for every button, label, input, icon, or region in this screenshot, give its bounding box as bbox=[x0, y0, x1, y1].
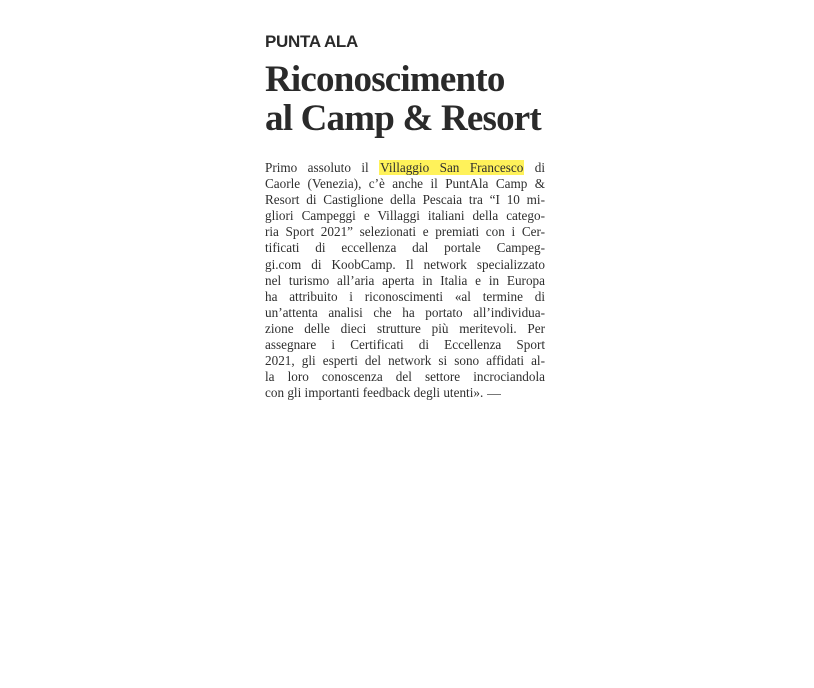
body-line: zione delle dieci strutture più meritevoli. Per bbox=[265, 320, 545, 336]
end-of-article-mark bbox=[487, 394, 501, 395]
body-line: 2021, gli esperti del network si sono affidati al- bbox=[265, 353, 545, 369]
body-line: assegnare i Certificati di Eccellenza Sport bbox=[265, 337, 545, 353]
article-body bbox=[265, 160, 545, 401]
highlighted-text: Villaggio San Francesco bbox=[380, 160, 524, 175]
body-line: Resort di Castiglione della Pescaia tra “I 10 mi- bbox=[265, 192, 545, 208]
body-text: con gli importanti feedback degli utenti». bbox=[265, 385, 484, 401]
article-kicker: PUNTA ALA bbox=[265, 32, 358, 51]
body-text: di bbox=[524, 160, 545, 175]
body-line: nel turismo all’aria aperta in Italia e in Europa bbox=[265, 272, 545, 288]
headline-line-1: Riconoscimento bbox=[265, 59, 505, 100]
body-line: gliori Campeggi e Villaggi italiani della catego- bbox=[265, 208, 545, 224]
article-headline bbox=[265, 60, 545, 138]
body-line bbox=[265, 385, 545, 401]
body-text: Primo assoluto il bbox=[265, 160, 380, 175]
body-line: tificati di eccellenza dal portale Campeg- bbox=[265, 240, 545, 256]
body-line: ria Sport 2021” selezionati e premiati con i Cer- bbox=[265, 224, 545, 240]
body-line bbox=[265, 160, 545, 176]
headline-line-2: al Camp & Resort bbox=[265, 98, 541, 139]
body-line: Caorle (Venezia), c’è anche il PuntAla Camp & bbox=[265, 176, 545, 192]
body-line: gi.com di KoobCamp. Il network specializzato bbox=[265, 256, 545, 272]
body-line: la loro conoscenza del settore incrociandola bbox=[265, 369, 545, 385]
body-line: ha attribuito i riconoscimenti «al termine di bbox=[265, 288, 545, 304]
article bbox=[265, 30, 545, 401]
body-line: un’attenta analisi che ha portato all’individua- bbox=[265, 304, 545, 320]
